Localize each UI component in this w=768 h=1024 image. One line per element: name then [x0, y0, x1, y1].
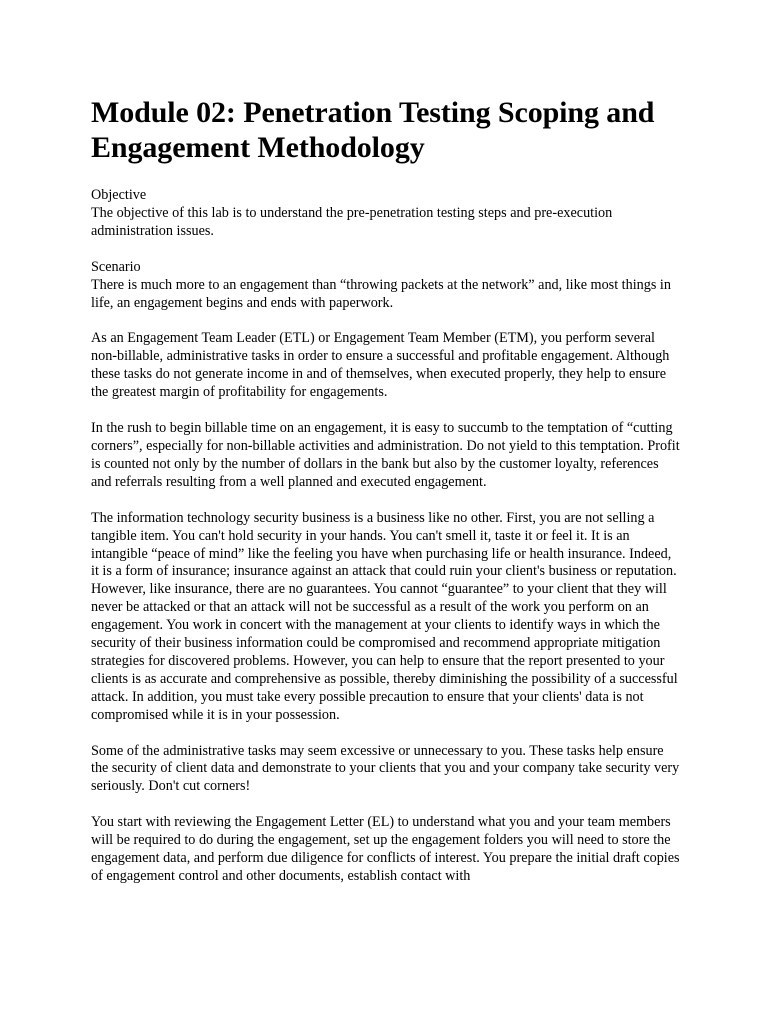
- scenario-text: There is much more to an engagement than “throwing packets at the network” and, like most things in life, an engagement begins and ends with paperwork.: [91, 276, 671, 311]
- body-paragraph: The information technology security business is a business like no other. First, you are not selling a tangible item. You can't hold security in your hands. You can't smell it, taste it or feel it. It is an intangible “peace of mind” like the feeling you have when purchasing life or health insurance. Indeed, it is a form of insurance; insurance against an attack that could ruin your client's business or reputation. However, like insurance, there are no guarantees. You cannot “guarantee” to your client that they will never be attacked or that an attack will not be successful as a result of the work you perform on an engagement. You work in concert with the management at your clients to identify ways in which the security of their business information could be compromised and recommend appropriate mitigation strategies for discovered problems. However, you can help to ensure that the report presented to your clients is as accurate and comprehensive as possible, thereby diminishing the possibility of a successful attack. In addition, you must take every possible precaution to ensure that your clients' data is not compromised while it is in your possession.: [91, 509, 678, 723]
- objective-text: The objective of this lab is to understand the pre-penetration testing steps and pre-execution administration issues.: [91, 204, 613, 239]
- document-page: [91, 95, 681, 904]
- objective-heading: Objective: [91, 187, 147, 203]
- body-paragraph: You start with reviewing the Engagement Letter (EL) to understand what you and your team members will be required to do during the engagement, set up the engagement folders you will need to store the engagement data, and perform due diligence for conflicts of interest. You prepare the initial draft copies of engagement control and other documents, establish contact with: [91, 814, 680, 884]
- body-paragraph: Some of the administrative tasks may seem excessive or unnecessary to you. These tasks help ensure the security of client data and demonstrate to your clients that you and your company take security very seriously. Don't cut corners!: [91, 742, 680, 795]
- scenario-heading: Scenario: [91, 258, 141, 275]
- objective-section: [91, 187, 681, 241]
- body-paragraph: In the rush to begin billable time on an engagement, it is easy to succumb to the temptation of “cutting corners”, especially for non-billable activities and administration. Do not yield to this temptation. Profit is counted not only by the number of dollars in the bank but also by the customer loyalty, references and referrals resulting from a well planned and executed engagement.: [91, 420, 680, 490]
- page-title: Module 02: Penetration Testing Scoping and Engagement Methodology: [91, 96, 655, 164]
- scenario-section: [91, 259, 681, 313]
- body-paragraph: As an Engagement Team Leader (ETL) or Engagement Team Member (ETM), you perform several non-billable, administrative tasks in order to ensure a successful and profitable engagement. Although these tasks do not generate income in and of themselves, when executed properly, they help to ensure the greatest margin of profitability for engagements.: [91, 330, 670, 401]
